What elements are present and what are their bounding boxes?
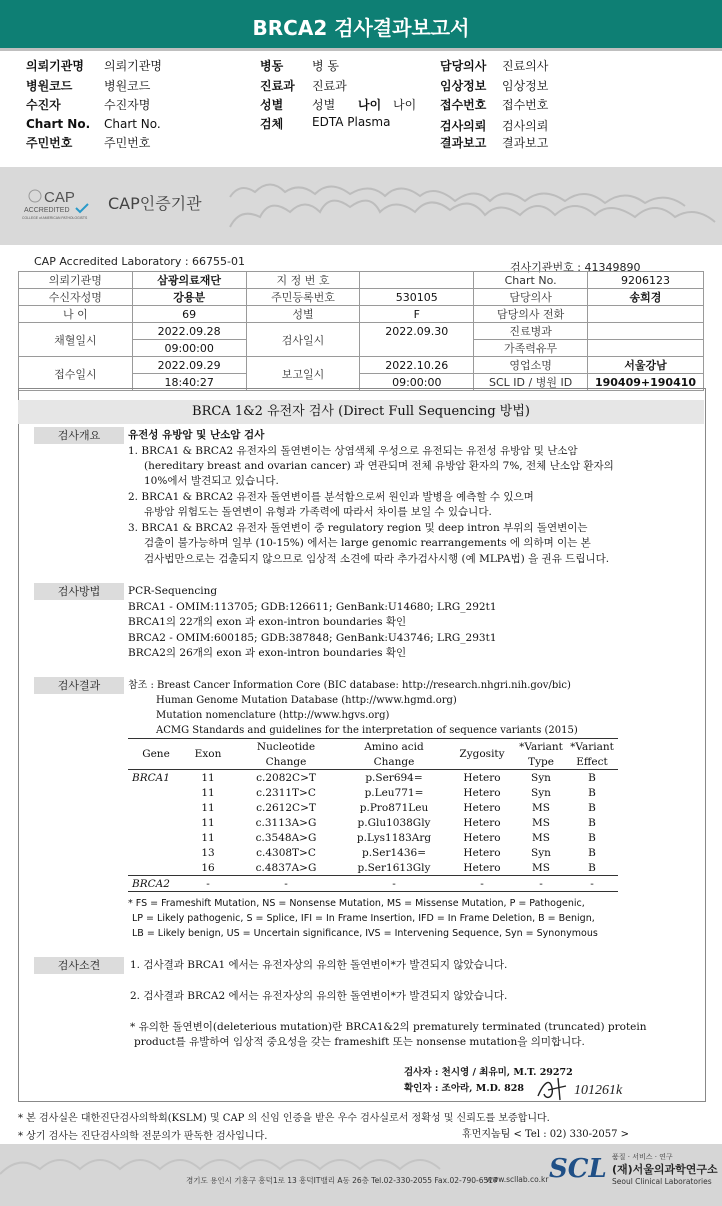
header-value: 주민번호 (104, 136, 151, 150)
header-value: 진료과 (312, 79, 347, 93)
variant-cell: p.Lys1183Arg (356, 831, 432, 844)
method-line: PCR-Sequencing (128, 585, 218, 597)
info-value: 09:00:00 (132, 340, 246, 357)
footer-website: www.scllab.co.kr (486, 1175, 549, 1184)
variant-cell: Hetero (463, 816, 501, 829)
variant-cell: p.Glu1038Gly (357, 816, 431, 829)
variant-header: Gene (142, 748, 170, 760)
variant-cell: p.Pro871Leu (359, 801, 429, 814)
header-label: 검체 (260, 117, 284, 131)
info-label: 담당의사 전화 (474, 306, 588, 323)
variant-row (128, 860, 618, 876)
variant-cell: Hetero (463, 771, 501, 784)
info-value (588, 323, 704, 340)
overview-line: 유방암 위험도는 돌연변이 유형과 가족력에 따라서 차이를 보일 수 있습니다. (144, 506, 492, 518)
variant-header: Nucleotide (256, 740, 316, 753)
header-value: 검사의뢰 (502, 119, 549, 133)
footer-company: (재)서울의과학연구소 (612, 1163, 718, 1176)
variant-header: Amino acid (364, 740, 424, 753)
header-value: 임상정보 (502, 79, 549, 93)
variant-header: Effect (576, 755, 608, 768)
section-title: BRCA 1&2 유전자 검사 (Direct Full Sequencing 방법) (18, 400, 704, 424)
header-label: 병동 (260, 59, 284, 73)
header-label: 접수번호 (440, 98, 487, 112)
variant-cell: - (480, 877, 484, 890)
header-label: 검사의뢰 (440, 119, 487, 133)
finding-note: * 유의한 돌연변이(deleterious mutation)란 BRCA1&2의 prematurely terminated (truncated) protein (130, 1021, 647, 1033)
info-label: 진료병과 (474, 323, 588, 340)
header-value: 결과보고 (502, 136, 549, 150)
info-label: 접수일시 (19, 357, 133, 391)
variant-cell: 11 (201, 831, 215, 844)
reference-line: ACMG Standards and guidelines for the interpretation of sequence variants (2015) (156, 725, 578, 736)
findings-label: 검사소견 (34, 957, 124, 974)
info-value (360, 272, 474, 289)
overview-line: (hereditary breast and ovarian cancer) 과 연관되며 전체 유방암 환자의 7%, 전체 난소암 환자의 (144, 460, 614, 472)
disclaimer-line: * 본 검사실은 대한진단검사의학회(KSLM) 및 CAP 의 신임 인증을 받은 우수 검사실로서 정확성 및 신뢰도를 보증합니다. (18, 1113, 550, 1124)
info-value: 송희경 (588, 289, 704, 306)
header-value: 병원코드 (104, 79, 151, 93)
method-line: BRCA2 - OMIM:600185; GDB:387848; GenBank:U43746; LRG_293t1 (128, 632, 497, 644)
result-label: 검사결과 (34, 677, 124, 694)
reference-line: Human Genome Mutation Database (http://www.hgmd.org) (156, 695, 457, 706)
info-value: 강용분 (132, 289, 246, 306)
footnote-line: * FS = Frameshift Mutation, NS = Nonsense Mutation, MS = Missense Mutation, P = Pathogenic, (128, 898, 585, 909)
info-label: 의뢰기관명 (19, 272, 133, 289)
overview-line: 2. BRCA1 & BRCA2 유전자 돌연변이를 분석함으로써 원인과 발병을 예측할 수 있으며 (128, 491, 534, 503)
method-line: BRCA1 - OMIM:113705; GDB:126611; GenBank:U14680; LRG_292t1 (128, 601, 497, 613)
variant-cell (128, 860, 184, 876)
variant-cell: B (588, 846, 596, 859)
info-value: 삼광의료재단 (132, 272, 246, 289)
info-value (360, 340, 474, 357)
header-value: 성별 (312, 98, 336, 112)
patient-info-table (18, 271, 704, 391)
variant-cell: B (588, 801, 596, 814)
variant-rows (128, 770, 618, 892)
variant-cell (128, 785, 184, 800)
header-value: 접수번호 (502, 98, 549, 112)
variant-cell: - (590, 877, 594, 890)
header-label: 의뢰기관명 (26, 59, 84, 73)
info-label: 검사일시 (246, 323, 360, 357)
variant-cell: c.2311T>C (256, 786, 316, 799)
variant-table (128, 738, 618, 892)
variant-cell: Hetero (463, 831, 501, 844)
info-label: 지 정 번 호 (246, 272, 360, 289)
overview-line: 검사법만으로는 검출되지 않으므로 임상적 소견에 따라 추가검사시행 (예 MLPA법) 을 권유 드립니다. (144, 553, 610, 565)
header-label: 수진자 (26, 98, 61, 112)
overview-line: 3. BRCA1 & BRCA2 유전자 돌연변이 중 regulatory region 및 deep intron 부위의 돌연변이는 (128, 522, 588, 534)
variant-cell: Syn (531, 786, 551, 799)
footer-address: 경기도 용인시 기흥구 흥덕1로 13 흥덕IT밸리 A동 26층 Tel.02-330-2055 Fax.02-790-6517 (186, 1176, 498, 1185)
header-value: 수진자명 (104, 98, 151, 112)
finding-line: 1. 검사결과 BRCA1 에서는 유전자상의 유의한 돌연변이*가 발견되지 않았습니다. (130, 959, 508, 971)
footnote-line: LB = Likely benign, US = Uncertain significance, IVS = Intervening Sequence, Syn = Synonymous (132, 928, 598, 939)
info-label: 주민등록번호 (246, 289, 360, 306)
header-value: 병 동 (312, 59, 339, 73)
variant-cell: Syn (531, 846, 551, 859)
variant-header: Zygosity (459, 748, 505, 760)
variant-cell: - (284, 877, 288, 890)
info-value: F (360, 306, 474, 323)
info-label: 수신자성명 (19, 289, 133, 306)
variant-row (128, 815, 618, 830)
report-title: BRCA2 검사결과보고서 (0, 0, 722, 48)
variant-cell: MS (532, 816, 550, 829)
variant-row (128, 800, 618, 815)
variant-cell: Syn (531, 771, 551, 784)
variant-cell: - (539, 877, 543, 890)
variant-cell: p.Ser1436= (361, 846, 426, 859)
variant-cell: MS (532, 801, 550, 814)
variant-cell (128, 845, 184, 860)
footer-slogan: 품질 · 서비스 · 연구 (612, 1153, 673, 1161)
variant-cell: B (588, 861, 596, 874)
overview-label: 검사개요 (34, 427, 124, 444)
info-value: 69 (132, 306, 246, 323)
variant-cell: B (588, 831, 596, 844)
header-value: 나이 (393, 98, 417, 112)
variant-cell: B (588, 816, 596, 829)
tester-line: 검사자 : 천시영 / 최유미, M.T. 29272 (404, 1067, 573, 1078)
cap-logo-sub: ACCREDITED (24, 207, 70, 214)
title-underline (0, 48, 722, 51)
info-value (588, 340, 704, 357)
variant-cell: MS (532, 861, 550, 874)
info-value: 530105 (360, 289, 474, 306)
variant-row (128, 770, 618, 786)
reference-line: Mutation nomenclature (http://www.hgvs.org) (156, 710, 390, 721)
finding-note: product를 유발하여 임상적 중요성을 갖는 frameshift 또는 nonsense mutation을 의미합니다. (134, 1036, 585, 1048)
reviewer-line: 확인자 : 조아라, M.D. 828 (404, 1083, 524, 1094)
info-label: Chart No. (474, 272, 588, 289)
info-value: 2022.10.26 (360, 357, 474, 374)
variant-cell: Hetero (463, 801, 501, 814)
variant-cell: p.Ser1613Gly (357, 861, 431, 874)
header-value: 진료의사 (502, 59, 549, 73)
variant-row (128, 876, 618, 892)
variant-cell: - (206, 877, 210, 890)
variant-header: Exon (194, 748, 222, 760)
info-value: 18:40:27 (132, 374, 246, 391)
variant-cell: 11 (201, 771, 215, 784)
variant-header: Type (528, 755, 554, 768)
header-value: Chart No. (104, 117, 161, 131)
scl-logo: SCL (549, 1154, 607, 1184)
header-label: Chart No. (26, 117, 91, 131)
variant-cell: c.4837A>G (255, 861, 317, 874)
variant-cell (128, 815, 184, 830)
header-label: 결과보고 (440, 136, 487, 150)
variant-cell: - (392, 877, 396, 890)
header-label: 진료과 (260, 79, 295, 93)
overview-line: 10%에서 발견되고 있습니다. (144, 475, 279, 487)
variant-cell: BRCA1 (132, 771, 170, 784)
variant-cell: Hetero (463, 861, 501, 874)
variant-cell: 11 (201, 786, 215, 799)
info-label: 가족력유무 (474, 340, 588, 357)
variant-cell: Hetero (463, 846, 501, 859)
header-value: 의뢰기관명 (104, 59, 162, 73)
variant-cell: MS (532, 831, 550, 844)
info-value: 09:00:00 (360, 374, 474, 391)
info-value: 2022.09.30 (360, 323, 474, 340)
variant-cell: c.2612C>T (256, 801, 316, 814)
header-label: 나이 (358, 98, 382, 112)
cap-certified-label: CAP인증기관 (108, 194, 202, 213)
header-value: EDTA Plasma (312, 115, 391, 129)
variant-cell: c.4308T>C (256, 846, 316, 859)
info-label: 채혈일시 (19, 323, 133, 357)
variant-header: Change (265, 755, 307, 768)
cap-logo-small: COLLEGE of AMERICAN PATHOLOGISTS (22, 216, 88, 220)
variant-cell: B (588, 786, 596, 799)
organization-number: 검사기관번호 : 41349890 (510, 261, 641, 274)
method-line: BRCA2의 26개의 exon 과 exon-intron boundaries 확인 (128, 647, 407, 659)
variant-cell: c.3548A>G (255, 831, 317, 844)
info-label: 보고일시 (246, 357, 360, 391)
info-label: 담당의사 (474, 289, 588, 306)
finding-line: 2. 검사결과 BRCA2 에서는 유전자상의 유의한 돌연변이*가 발견되지 않았습니다. (130, 990, 508, 1002)
variant-row (128, 785, 618, 800)
reference-line: 참조 : Breast Cancer Information Core (BIC database: http://research.nhgri.nih.gov/bic) (128, 680, 571, 691)
variant-cell: 16 (201, 861, 215, 874)
variant-cell: 13 (201, 846, 215, 859)
info-value (588, 306, 704, 323)
disclaimer-line: * 상기 검사는 진단검사의학 전문의가 판독한 검사입니다. (18, 1131, 268, 1142)
cap-lab-number: CAP Accredited Laboratory : 66755-01 (34, 255, 245, 268)
variant-row (128, 845, 618, 860)
variant-header: *Variant (519, 740, 563, 753)
info-label: 영업소명 (474, 357, 588, 374)
footer-company-en: Seoul Clinical Laboratories (612, 1177, 712, 1186)
variant-header: Change (373, 755, 415, 768)
method-line: BRCA1의 22개의 exon 과 exon-intron boundaries 확인 (128, 616, 407, 628)
variant-cell: B (588, 771, 596, 784)
signature-mark (534, 1074, 664, 1104)
cap-logo (22, 188, 100, 222)
overview-line: 검출이 불가능하며 일부 (10-15%) 에서는 large genomic rearrangements 에 의하며 이는 본 (144, 537, 591, 549)
header-label: 성별 (260, 98, 284, 112)
info-label: SCL ID / 병원 ID (474, 374, 588, 391)
variant-header: *Variant (570, 740, 614, 753)
info-value: 2022.09.29 (132, 357, 246, 374)
footnote-line: LP = Likely pathogenic, S = Splice, IFI = In Frame Insertion, IFD = In Frame Deletion, B = Benign, (132, 913, 595, 924)
overview-heading: 유전성 유방암 및 난소암 검사 (128, 429, 265, 441)
variant-cell: BRCA2 (132, 877, 170, 890)
overview-line: 1. BRCA1 & BRCA2 유전자의 돌연변이는 상염색체 우성으로 유전되는 유전성 유방암 및 난소암 (128, 445, 578, 457)
variant-cell (128, 800, 184, 815)
signature-date: 101261k (574, 1083, 623, 1098)
info-value: 서울강남 (588, 357, 704, 374)
variant-cell: 11 (201, 801, 215, 814)
info-label: 성별 (246, 306, 360, 323)
cap-logo-text: CAP (44, 189, 75, 206)
variant-cell (128, 830, 184, 845)
info-value: 190409+190410 (588, 374, 704, 391)
info-value: 2022.09.28 (132, 323, 246, 340)
variant-row (128, 830, 618, 845)
variant-cell: 11 (201, 816, 215, 829)
info-label: 나 이 (19, 306, 133, 323)
header-label: 주민번호 (26, 136, 73, 150)
header-label: 임상정보 (440, 79, 487, 93)
method-label: 검사방법 (34, 583, 124, 600)
variant-cell: c.2082C>T (256, 771, 316, 784)
variant-cell: c.3113A>G (255, 816, 317, 829)
team-contact: 휴먼지놈팀 < Tel : 02) 330-2057 > (462, 1129, 630, 1140)
header-label: 담당의사 (440, 59, 487, 73)
variant-cell: p.Ser694= (365, 771, 423, 784)
info-value: 9206123 (588, 272, 704, 289)
variant-cell: Hetero (463, 786, 501, 799)
header-label: 병원코드 (26, 79, 73, 93)
variant-cell: p.Leu771= (364, 786, 424, 799)
